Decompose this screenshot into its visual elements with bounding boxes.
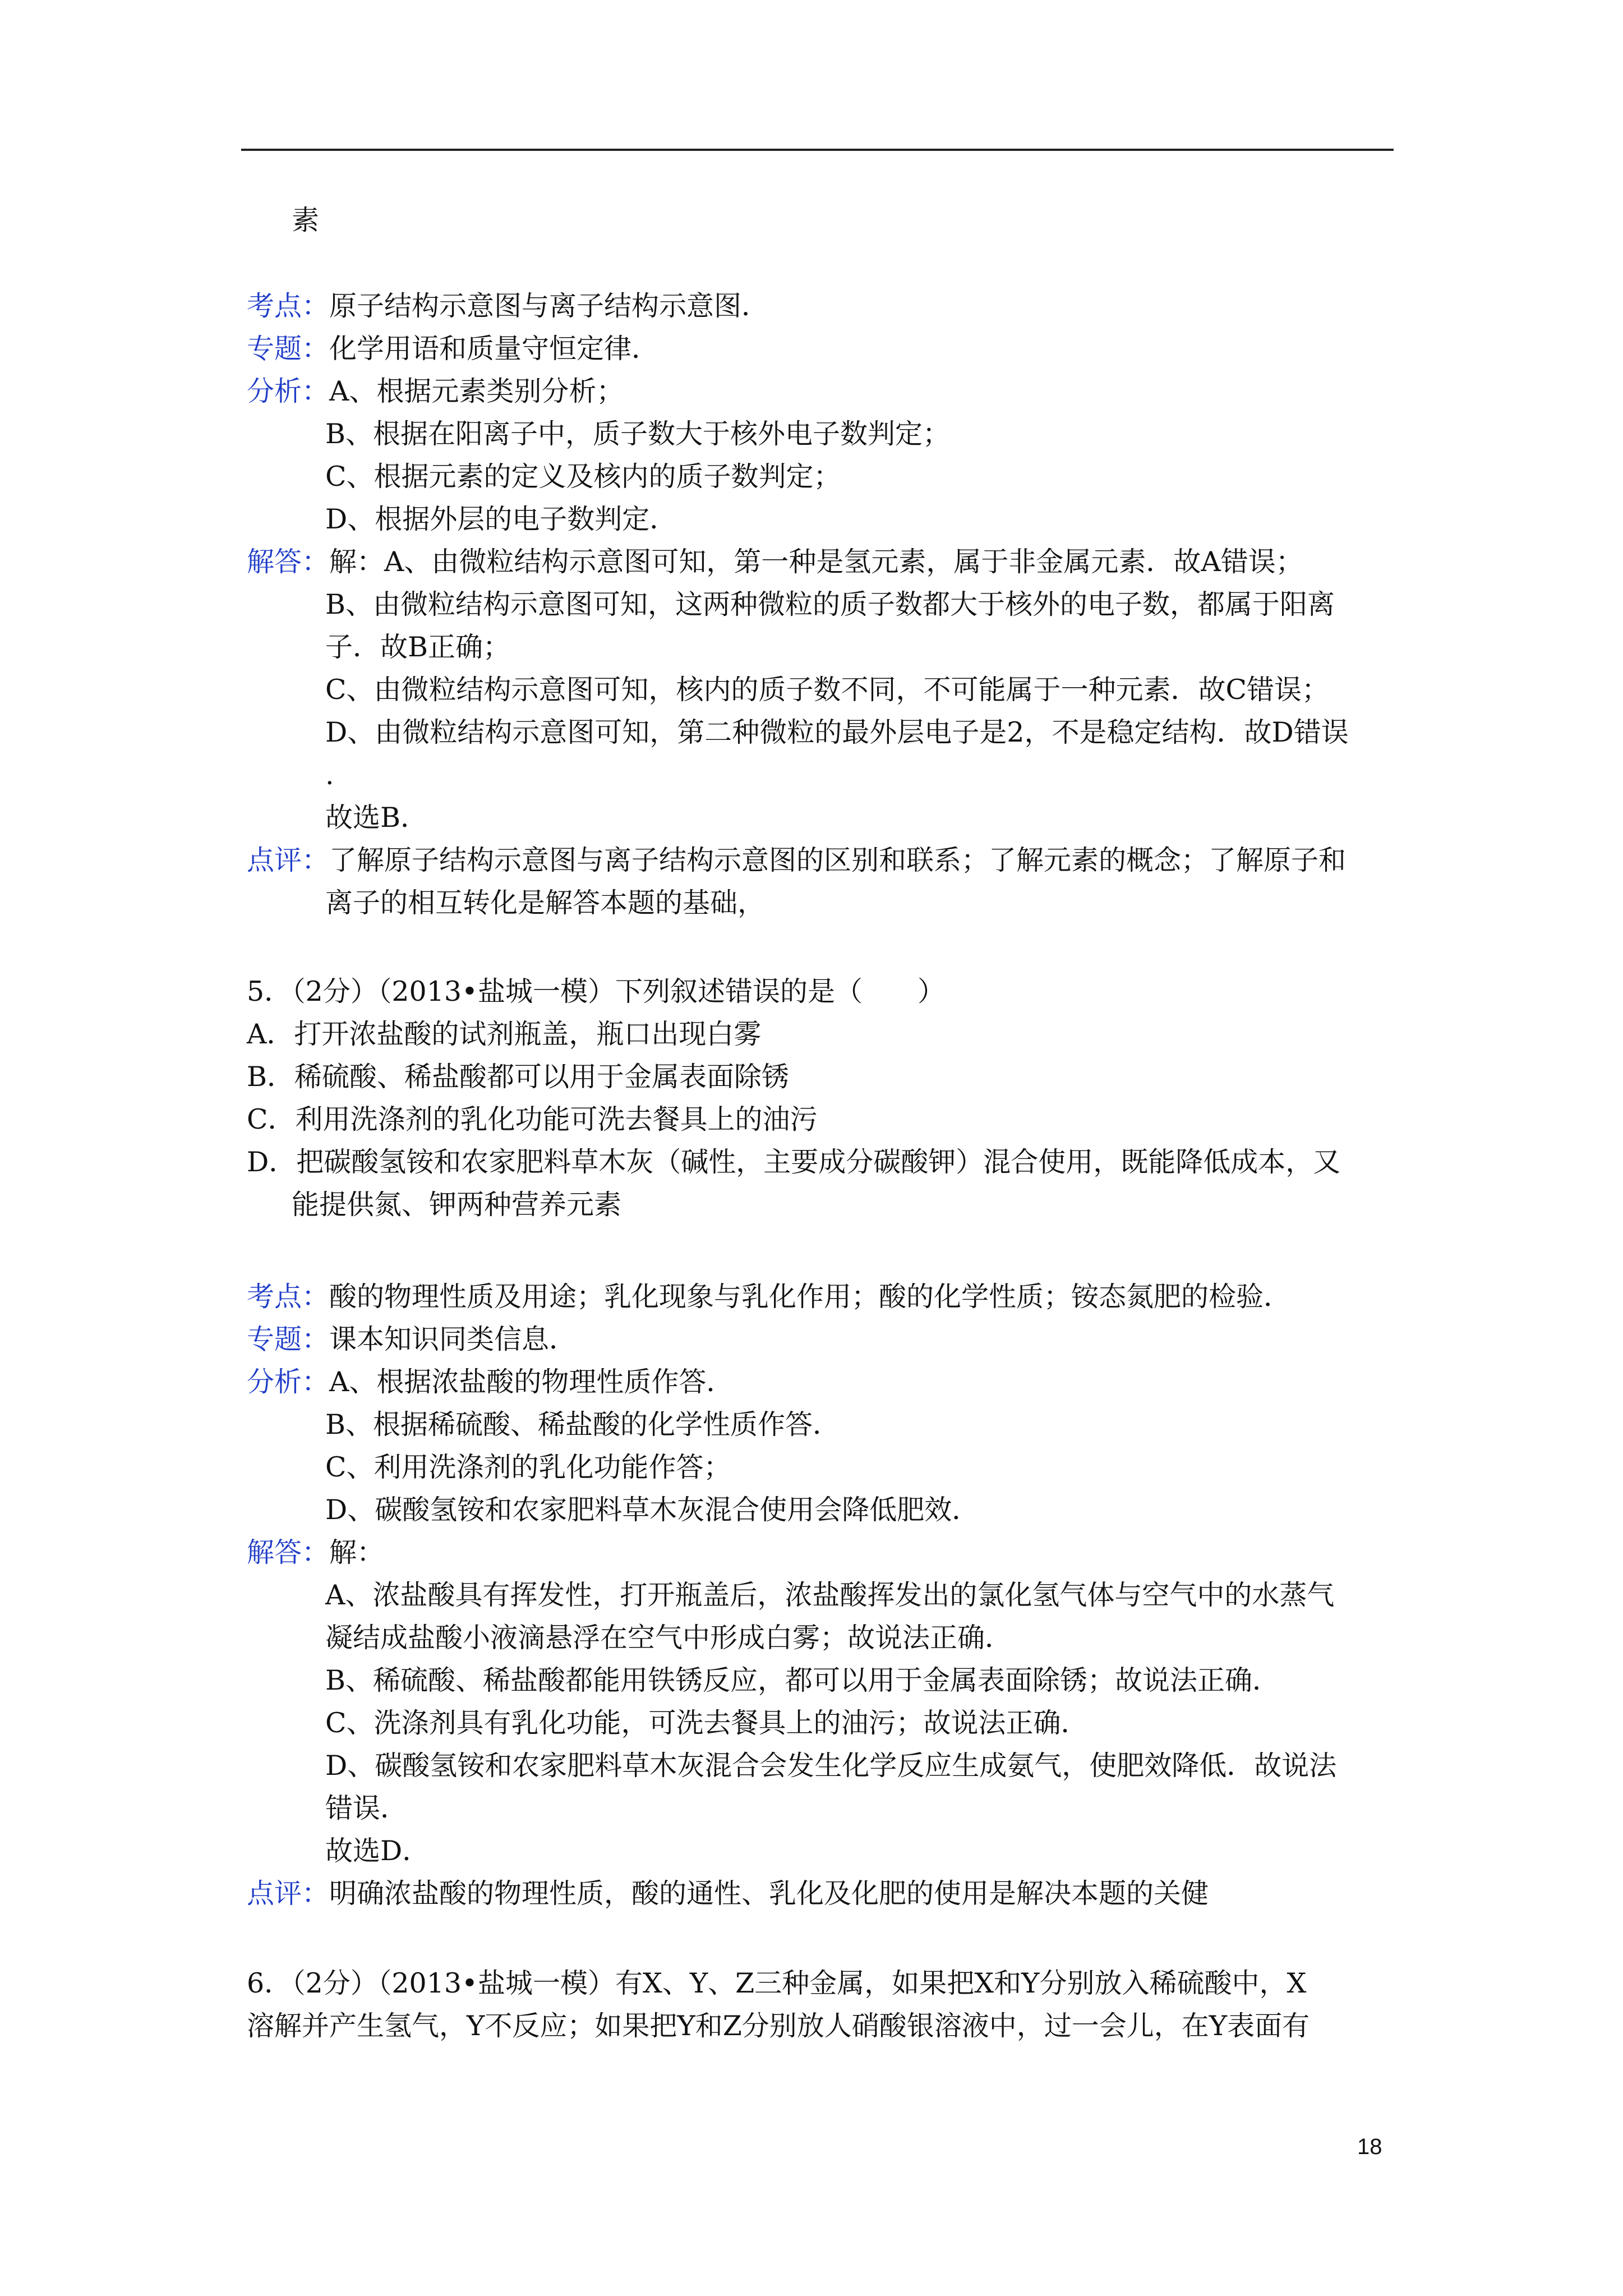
fenxi-line: C、利用洗涤剂的乳化功能作答； xyxy=(325,1451,731,1483)
fenxi-label: 分析： xyxy=(247,1366,330,1398)
dianping-line: 离子的相互转化是解答本题的基础， xyxy=(325,887,766,919)
kaodian-row xyxy=(247,1276,1291,1318)
zhuanti-text: 课本知识同类信息． xyxy=(329,1323,577,1355)
q5-option-a: A．打开浓盐酸的试剂瓶盖，瓶口出现白雾 xyxy=(247,1018,762,1050)
q6-stem-line: 6．（2分）（2013•盐城一模）有X、Y、Z三种金属，如果把X和Y分别放入稀硫酸中，X xyxy=(247,1967,1307,1999)
q5-option-d: D．把碳酸氢铵和农家肥料草木灰（碱性，主要成分碳酸钾）混合使用，既能降低成本，又 xyxy=(247,1146,1341,1178)
jieda-line: D、由微粒结构示意图可知，第二种微粒的最外层电子是2，不是稳定结构．故D错误 xyxy=(325,716,1349,748)
jieda-line: B、由微粒结构示意图可知，这两种微粒的质子数都大于核外的电子数，都属于阳离 xyxy=(325,588,1335,620)
fenxi-line: D、根据外层的电子数判定． xyxy=(325,503,677,535)
q5-stem: 5．（2分）（2013•盐城一模）下列叙述错误的是（ ） xyxy=(247,976,945,1007)
page-number: 18 xyxy=(1357,2134,1382,2159)
kaodian-label: 考点： xyxy=(247,290,330,322)
jieda-line: A、浓盐酸具有挥发性，打开瓶盖后，浓盐酸挥发出的氯化氢气体与空气中的水蒸气 xyxy=(325,1579,1335,1611)
jieda-line: 故选B． xyxy=(325,802,428,834)
fenxi-line: B、根据在阳离子中，质子数大于核外电子数判定； xyxy=(325,418,951,450)
q6-stem-line: 溶解并产生氢气，Y不反应；如果把Y和Z分别放人硝酸银溶液中，过一会儿，在Y表面有 xyxy=(247,2010,1310,2042)
jieda-line: C、由微粒结构示意图可知，核内的质子数不同，不可能属于一种元素．故C错误； xyxy=(325,674,1329,706)
dianping-text: 明确浓盐酸的物理性质，酸的通性、乳化及化肥的使用是解决本题的关健 xyxy=(329,1878,1209,1910)
jieda-label: 解答： xyxy=(247,546,330,578)
fenxi-line: A、根据元素类别分析； xyxy=(329,375,624,407)
jieda-line: 错误． xyxy=(325,1792,408,1824)
jieda-line: . xyxy=(325,759,334,791)
fenxi-line: B、根据稀硫酸、稀盐酸的化学性质作答． xyxy=(325,1409,841,1441)
fenxi-label: 分析： xyxy=(247,375,330,407)
header-rule xyxy=(241,149,1394,151)
dianping-label: 点评： xyxy=(247,844,330,876)
jieda-row xyxy=(247,1531,384,1574)
jieda-line: 故选D． xyxy=(325,1835,430,1867)
kaodian-text: 原子结构示意图与离子结构示意图． xyxy=(329,290,769,322)
dianping-row xyxy=(247,1872,1209,1915)
jieda-line: 凝结成盐酸小液滴悬浮在空气中形成白雾；故说法正确． xyxy=(325,1622,1013,1654)
fenxi-row xyxy=(247,370,624,413)
jieda-line: 子．故B正确； xyxy=(325,631,511,663)
jieda-line: C、洗涤剂具有乳化功能，可洗去餐具上的油污；故说法正确． xyxy=(325,1707,1089,1739)
zhuanti-text: 化学用语和质量守恒定律． xyxy=(329,333,660,365)
kaodian-label: 考点： xyxy=(247,1281,330,1313)
zhuanti-label: 专题： xyxy=(247,1323,330,1355)
jieda-line: 解： xyxy=(329,1536,385,1568)
fenxi-line: A、根据浓盐酸的物理性质作答． xyxy=(329,1366,734,1398)
dianping-label: 点评： xyxy=(247,1878,330,1910)
fenxi-line: D、碳酸氢铵和农家肥料草木灰混合使用会降低肥效． xyxy=(325,1494,980,1526)
zhuanti-label: 专题： xyxy=(247,333,330,365)
zhuanti-row xyxy=(247,1318,577,1361)
fenxi-row xyxy=(247,1361,734,1404)
jieda-line: 解：A、由微粒结构示意图可知，第一种是氢元素，属于非金属元素．故A错误； xyxy=(329,546,1303,578)
continued-text: 素 xyxy=(292,204,320,236)
kaodian-text: 酸的物理性质及用途；乳化现象与乳化作用；酸的化学性质；铵态氮肥的检验． xyxy=(329,1281,1292,1313)
q5-option-d-cont: 能提供氮、钾两种营养元素 xyxy=(292,1189,622,1221)
kaodian-row xyxy=(247,285,769,328)
zhuanti-row xyxy=(247,328,659,370)
q5-option-b: B．稀硫酸、稀盐酸都可以用于金属表面除锈 xyxy=(247,1061,790,1093)
jieda-line: B、稀硫酸、稀盐酸都能用铁锈反应，都可以用于金属表面除锈；故说法正确． xyxy=(325,1664,1280,1696)
jieda-label: 解答： xyxy=(247,1536,330,1568)
jieda-row xyxy=(247,541,1303,583)
dianping-line: 了解原子结构示意图与离子结构示意图的区别和联系；了解元素的概念；了解原子和 xyxy=(329,844,1347,876)
fenxi-line: C、根据元素的定义及核内的质子数判定； xyxy=(325,461,841,493)
jieda-line: D、碳酸氢铵和农家肥料草木灰混合会发生化学反应生成氨气，使肥效降低．故说法 xyxy=(325,1750,1337,1782)
q5-option-c: C．利用洗涤剂的乳化功能可洗去餐具上的油污 xyxy=(247,1103,818,1135)
dianping-row xyxy=(247,839,1346,882)
